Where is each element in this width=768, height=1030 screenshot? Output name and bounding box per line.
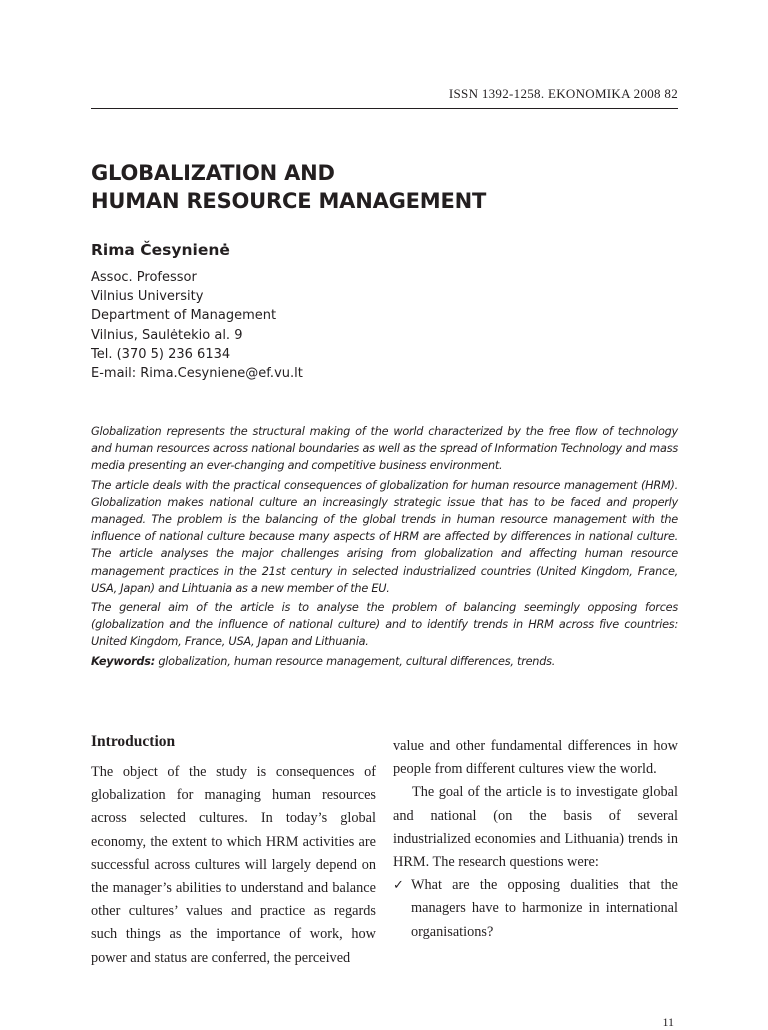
affiliation-university: Vilnius University — [91, 289, 204, 305]
author-name: Rima Česynienė — [91, 241, 230, 259]
affiliation-position: Assoc. Professor — [91, 270, 197, 285]
abstract — [91, 423, 678, 672]
affiliation-phone: Tel. (370 5) 236 6134 — [91, 346, 231, 362]
abstract-paragraph-1: Globalization represents the structural making of the world characterized by the free flow of technology and human resources across national boundaries as well as the spread of Information Technology and mass media presenting an ever-changing and competitive business environment. — [91, 425, 678, 473]
body-paragraph-goal: The goal of the article is to investigate global and national (on the basis of several industrialized economies and Lithuania) trends in HRM. The research questions were: — [393, 784, 678, 871]
intro-paragraph: The object of the study is consequences of globalization for managing human resources across selected cultures. In today’s global economy, the extent to which HRM activities are successful across cultures will largely depend on the manager’s abilities to understand and balance other cultures’ values and practice as regards such things as the importance of work, how power and status are conferred, the perceived — [91, 764, 376, 966]
keywords-list: globalization, human resource management, cultural differences, trends. — [155, 654, 556, 668]
author-affiliation — [91, 268, 303, 383]
running-head: ISSN 1392-1258. EKONOMIKA 2008 82 — [448, 86, 678, 101]
keywords-label: Keywords: — [91, 654, 156, 668]
title-line-2: HUMAN RESOURCE MANAGEMENT — [91, 189, 487, 213]
body-paragraph-continued: value and other fundamental differences in how people from different cultures view the world. — [393, 738, 678, 778]
affiliation-email: E-mail: Rima.Cesyniene@ef.vu.lt — [91, 366, 303, 382]
body-column-right — [393, 735, 678, 944]
page-number: 11 — [662, 1015, 674, 1029]
abstract-paragraph-2: The article deals with the practical consequences of globalization for human resource management (HRM). Globalization makes national culture an increasingly strategic issue that has to be faced and properly managed. The problem is the balancing of the global trends in human resource management with the influence of national culture because many aspects of HRM are affected by differences in national culture. The article analyses the major challenges arising from globalization and affecting human resource management practices in the 21st century in selected industrialized countries (United Kingdom, France, USA, Japan) and Lihtuania as a new member of the EU. — [91, 478, 678, 595]
body-column-left — [91, 732, 376, 970]
affiliation-department: Department of Management — [91, 308, 277, 324]
abstract-paragraph-3: The general aim of the article is to analyse the problem of balancing seemingly opposing forces (globalization and the influence of national culture) and to identify trends in HRM across five countries: United Kingdom, France, USA, Japan and Lithuania. — [91, 601, 678, 649]
title-line-1: GLOBALIZATION AND — [91, 161, 335, 185]
keywords — [91, 653, 678, 670]
affiliation-address: Vilnius, Saulėtekio al. 9 — [91, 327, 243, 343]
research-question-text: What are the opposing dualities that the managers have to harmonize in international organisations? — [411, 877, 678, 940]
article-title — [91, 159, 691, 215]
research-question-item — [393, 874, 678, 944]
section-heading-introduction: Introduction — [91, 733, 176, 750]
header-rule — [91, 108, 678, 109]
checkmark-icon: ✓ — [393, 878, 404, 894]
